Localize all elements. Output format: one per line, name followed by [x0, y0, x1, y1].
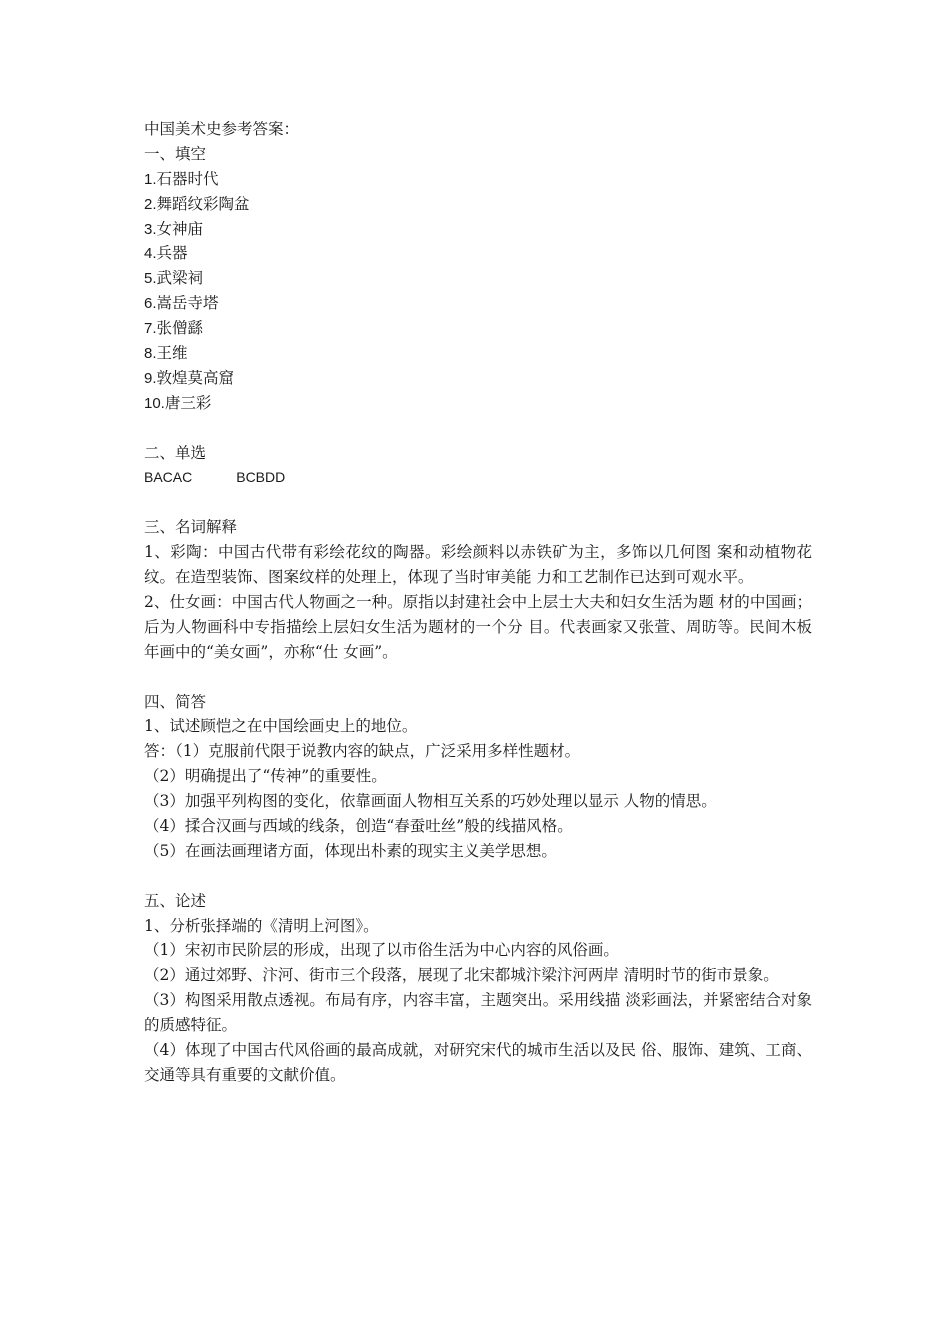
- item-text: 唐三彩: [164, 393, 212, 412]
- fill-in-answer-item: [144, 366, 812, 391]
- section-heading-single-choice: 二、单选: [144, 443, 207, 462]
- spacer: [144, 416, 812, 441]
- fill-in-answer-item: [144, 341, 812, 366]
- document-body: [144, 117, 812, 1088]
- answers-group-1: BACAC: [144, 469, 193, 486]
- fill-in-answer-item: [144, 167, 812, 192]
- short-answer-point: 答：（1）克服前代限于说教内容的缺点，广泛采用多样性题材。: [144, 742, 581, 761]
- spacer: [144, 490, 812, 515]
- item-number: 3.: [144, 220, 157, 238]
- fill-in-answer-item: [144, 391, 812, 416]
- answers-group-2: BCBDD: [236, 469, 286, 486]
- item-text: 石器时代: [156, 169, 219, 188]
- item-text: 嵩岳寺塔: [156, 294, 219, 313]
- section-heading-short-answer: 四、简答: [144, 692, 207, 711]
- essay-question: 1、分析张择端的《清明上河图》。: [144, 916, 379, 935]
- item-number: 5.: [144, 270, 157, 288]
- essay-point: （4）体现了中国古代风俗画的最高成就，对研究宋代的城市生活以及民 俗、服饰、建筑、工商、交通等具有重要的文献价值。: [144, 1041, 812, 1084]
- item-number: 9.: [144, 369, 157, 387]
- item-text: 张僧繇: [156, 319, 204, 338]
- item-number: 8.: [144, 345, 157, 363]
- item-text: 敦煌莫高窟: [156, 368, 235, 387]
- fill-in-answer-item: [144, 291, 812, 316]
- essay-point: （2）通过郊野、汴河、街市三个段落，展现了北宋都城汴梁汴河两岸 清明时节的街市景象。: [144, 966, 779, 985]
- single-choice-answers: [144, 465, 812, 490]
- item-text: 舞蹈纹彩陶盆: [156, 194, 250, 213]
- section-heading-essay: 五、论述: [144, 891, 207, 910]
- spacer: [144, 864, 812, 889]
- fill-in-answer-item: [144, 316, 812, 341]
- item-text: 武梁祠: [156, 269, 204, 288]
- essay-point: （3）构图采用散点透视。布局有序，内容丰富，主题突出。采用线描 淡彩画法，并紧密结合对象的质感特征。: [144, 991, 812, 1035]
- fill-in-answer-item: [144, 192, 812, 217]
- section-heading-term-explanation: 三、名词解释: [144, 518, 238, 537]
- essay-point: （1）宋初市民阶层的形成，出现了以市俗生活为中心内容的风俗画。: [144, 941, 619, 960]
- item-number: 4.: [144, 245, 157, 263]
- fill-in-answer-item: [144, 266, 812, 291]
- term-entry-ladies-painting: 2、仕女画：中国古代人物画之一种。原指以封建社会中上层士大夫和妇女生活为题 材的中国画；后为人物画科中专指描绘上层妇女生活为题材的一个分 目。代表画家又张萱、周昉等。民间木板年画中的“美女画”，亦称“仕 女画”。: [144, 592, 812, 661]
- item-text: 女神庙: [156, 219, 204, 238]
- item-number: 10.: [144, 394, 165, 412]
- spacer: [144, 665, 812, 690]
- item-number: 2.: [144, 195, 157, 213]
- document-title: 中国美术史参考答案：: [144, 120, 300, 138]
- item-number: 7.: [144, 320, 157, 338]
- section-heading-fill-in: 一、填空: [144, 144, 207, 163]
- item-text: 王维: [156, 344, 188, 363]
- item-text: 兵器: [156, 244, 188, 263]
- fill-in-answer-item: [144, 241, 812, 266]
- short-answer-point: （3）加强平列构图的变化，依靠画面人物相互关系的巧妙处理以显示 人物的情思。: [144, 792, 717, 811]
- short-answer-point: （4）揉合汉画与西域的线条，创造“春蚕吐丝”般的线描风格。: [144, 817, 573, 836]
- item-number: 6.: [144, 295, 157, 313]
- short-answer-question: 1、试述顾恺之在中国绘画史上的地位。: [144, 717, 418, 736]
- term-entry-painted-pottery: 1、彩陶：中国古代带有彩绘花纹的陶器。彩绘颜料以赤铁矿为主，多饰以几何图 案和动植物花纹。在造型装饰、图案纹样的处理上，体现了当时审美能 力和工艺制作已达到可观水平。: [144, 543, 812, 587]
- short-answer-point: （5）在画法画理诸方面，体现出朴素的现实主义美学思想。: [144, 841, 557, 860]
- short-answer-point: （2）明确提出了“传神”的重要性。: [144, 767, 387, 786]
- fill-in-answer-item: [144, 217, 812, 242]
- item-number: 1.: [144, 170, 157, 188]
